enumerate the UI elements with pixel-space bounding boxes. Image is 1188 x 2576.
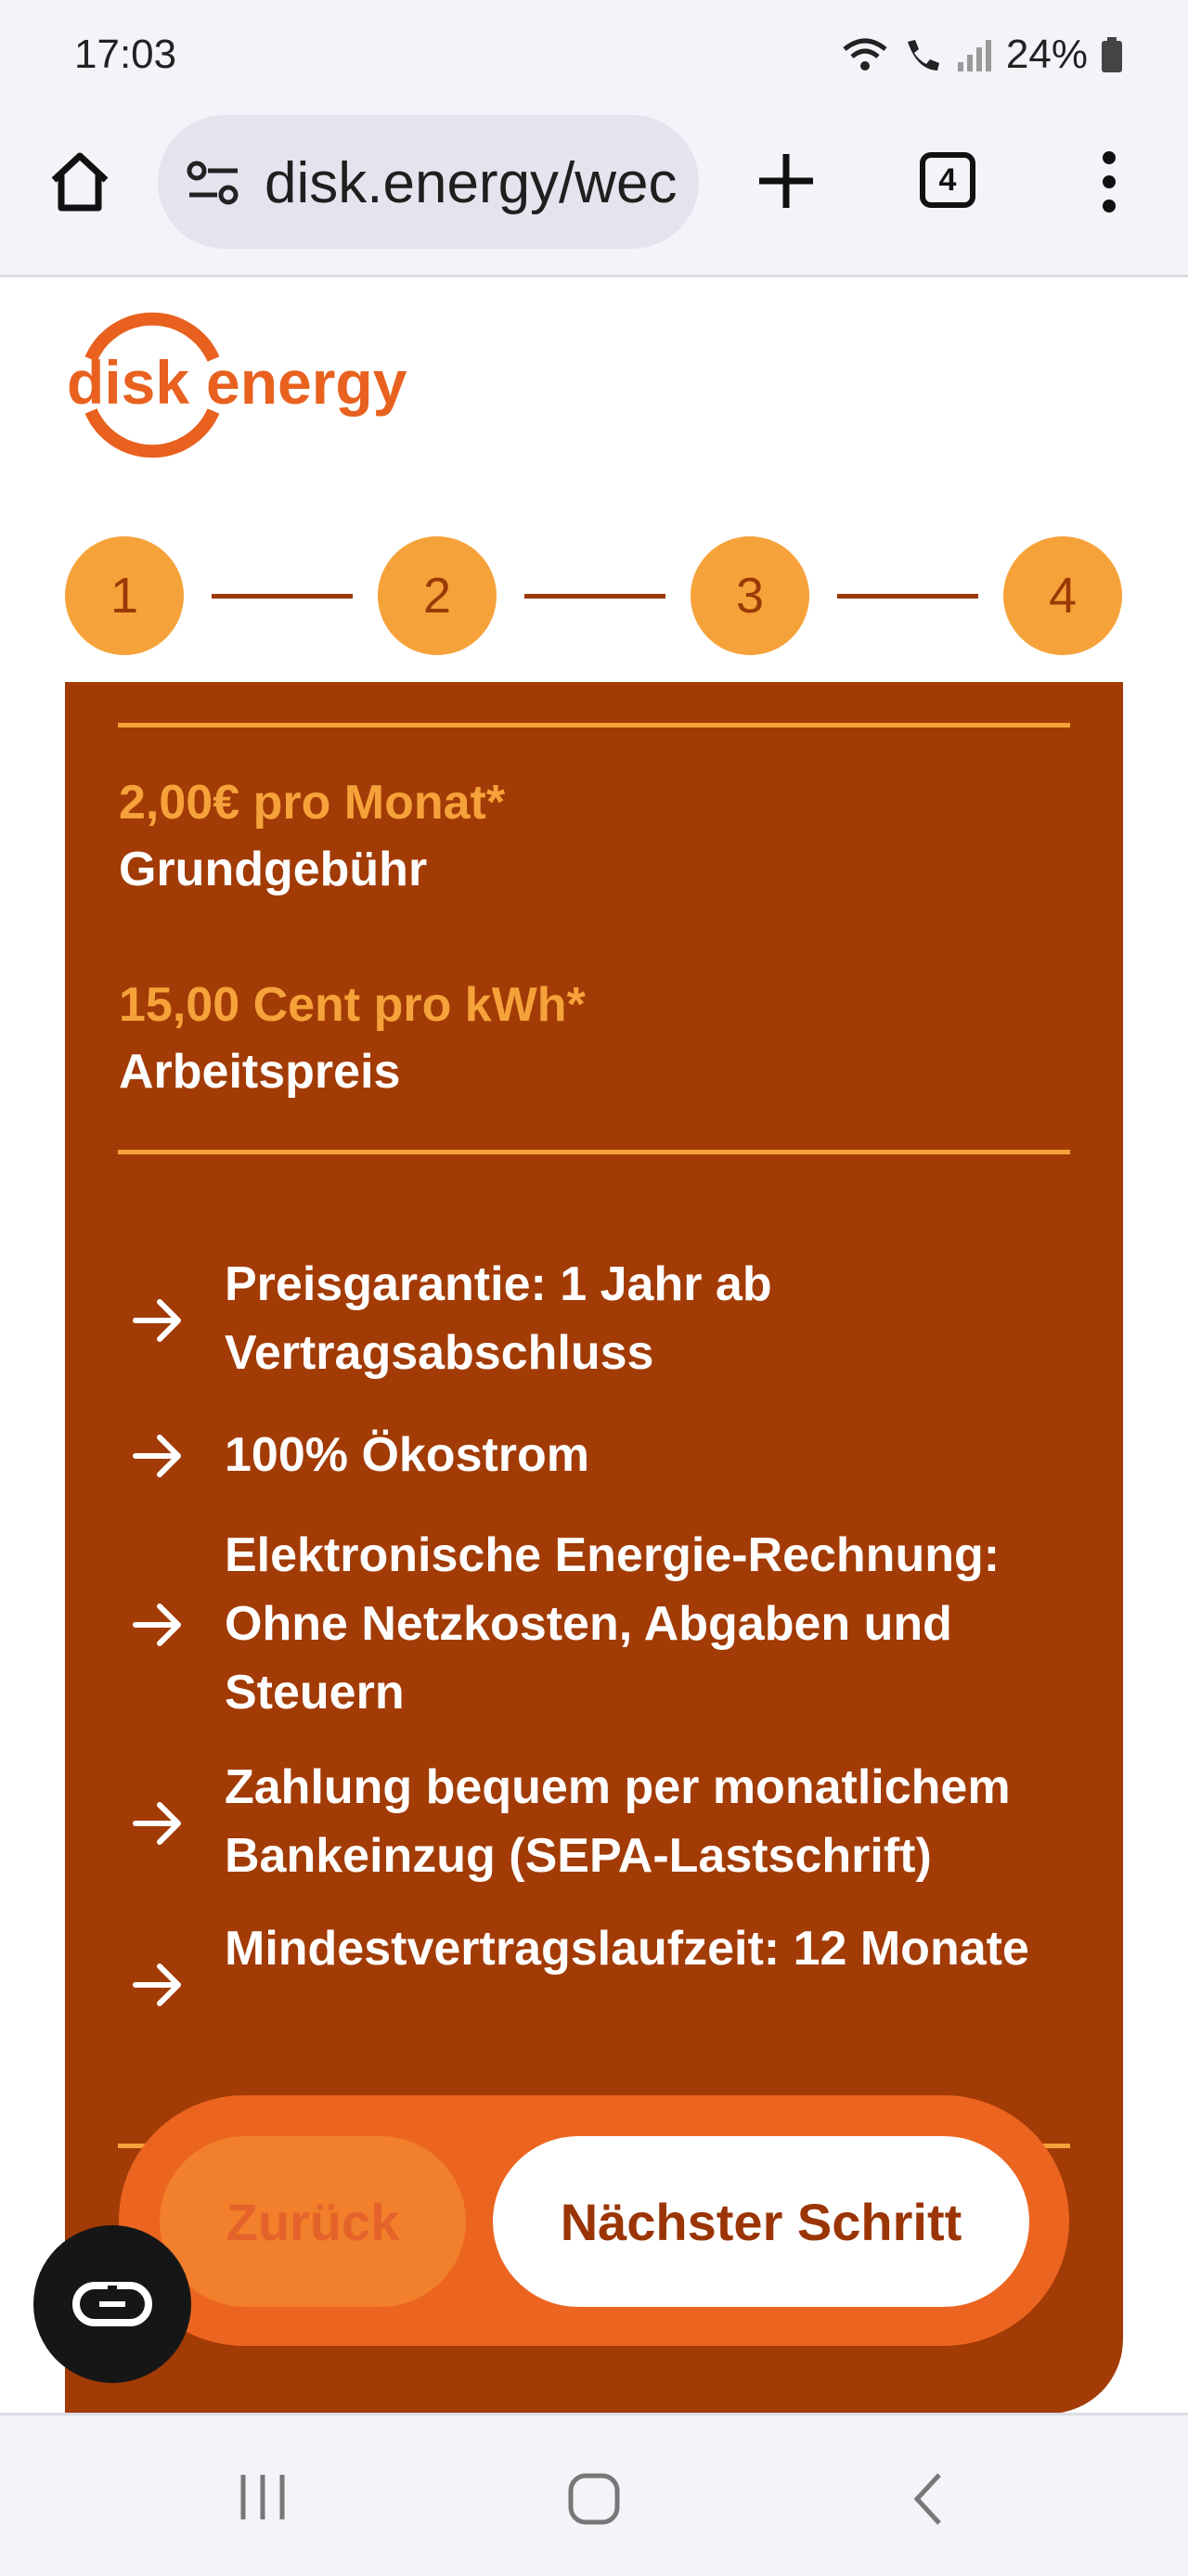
arrow-right-icon xyxy=(130,1428,186,1484)
next-step-button[interactable]: Nächster Schritt xyxy=(493,2136,1029,2307)
feature-text: Mindestvertragslaufzeit: 12 Monate xyxy=(225,1922,1029,1976)
feature-item xyxy=(130,1521,1095,1727)
arrow-right-icon xyxy=(130,1796,186,1851)
base-fee-value: 2,00€ pro Monat* xyxy=(119,776,506,830)
call-icon xyxy=(902,36,943,73)
energy-price-label: Arbeitspreis xyxy=(119,1045,401,1099)
address-bar[interactable] xyxy=(158,115,699,249)
battery-icon xyxy=(1101,36,1123,73)
step-indicator xyxy=(65,536,1123,657)
browser-toolbar xyxy=(0,111,1188,277)
home-icon[interactable] xyxy=(46,148,113,215)
more-vert-icon[interactable] xyxy=(1093,148,1125,215)
logo-word-disk: disk xyxy=(67,348,190,417)
system-navigation xyxy=(0,2413,1188,2576)
back-icon[interactable] xyxy=(910,2471,947,2527)
back-button[interactable]: Zurück xyxy=(160,2136,466,2307)
feature-text: Zahlung bequem per monatlichem Bankeinzug (SEPA-Lastschrift) xyxy=(225,1760,1011,1883)
base-fee-label: Grundgebühr xyxy=(119,843,428,896)
divider xyxy=(118,1150,1070,1154)
logo-word-energy: energy xyxy=(206,348,407,417)
feature-text: Preisgarantie: 1 Jahr ab Vertragsabschluss xyxy=(225,1257,772,1380)
feature-item xyxy=(130,1250,1095,1389)
step-connector xyxy=(212,594,353,599)
signal-icon xyxy=(956,36,993,73)
step-3: 3 xyxy=(691,536,809,655)
status-time: 17:03 xyxy=(74,32,177,77)
step-connector xyxy=(524,594,665,599)
step-4: 4 xyxy=(1003,536,1122,655)
recents-icon[interactable] xyxy=(238,2471,288,2523)
step-2: 2 xyxy=(378,536,497,655)
arrow-right-icon xyxy=(130,1957,186,2013)
home-circle-icon[interactable] xyxy=(566,2471,622,2527)
arrow-right-icon xyxy=(130,1597,186,1653)
plus-icon[interactable] xyxy=(754,148,819,213)
status-bar xyxy=(0,0,1188,111)
wifi-icon xyxy=(841,36,889,73)
status-icons xyxy=(841,32,1123,78)
tune-icon[interactable] xyxy=(186,160,241,206)
feature-item xyxy=(130,1914,1095,2054)
feature-text: Elektronische Energie-Rechnung: Ohne Netzkosten, Abgaben und Steuern xyxy=(225,1528,1001,1719)
step-navigation xyxy=(119,2095,1069,2346)
feature-text: 100% Ökostrom xyxy=(225,1428,590,1482)
divider xyxy=(118,723,1070,728)
floating-link-button[interactable] xyxy=(33,2225,191,2383)
link-icon xyxy=(71,2281,153,2327)
battery-percent: 24% xyxy=(1005,32,1088,77)
step-connector xyxy=(837,594,978,599)
feature-item xyxy=(130,1421,1095,1489)
tariff-card xyxy=(65,682,1123,2414)
url-text[interactable]: disk.energy/wec xyxy=(265,151,678,215)
tabs-icon[interactable]: 4 xyxy=(920,152,975,208)
arrow-right-icon xyxy=(130,1293,186,1348)
disk-energy-logo[interactable] xyxy=(65,311,455,459)
step-1: 1 xyxy=(65,536,184,655)
energy-price-value: 15,00 Cent pro kWh* xyxy=(119,978,586,1032)
feature-item xyxy=(130,1753,1095,1892)
